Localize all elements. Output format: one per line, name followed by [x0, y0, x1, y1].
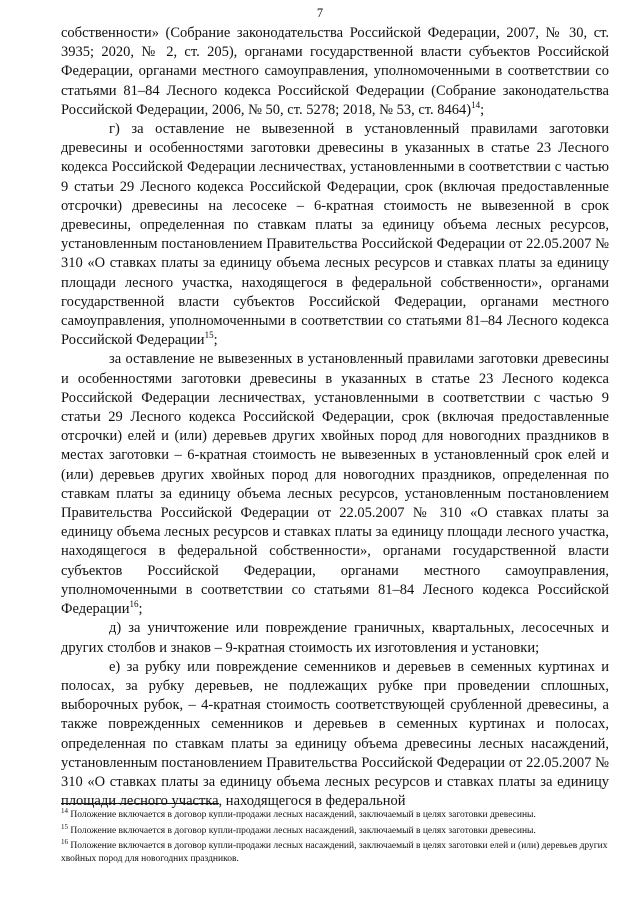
paragraph-text: г) за оставление не вывезенной в установленный правилами заготовки древесины и особенностями заготовки древесины в указанных в статье 23 Лесного кодекса Российской Федерации лесничествах, установленными в соответствии с частью 9 статьи 29 Лесного кодекса Российской Федерации, срок (включая предоставленные отсрочки) древесины на лесосеке – 6-кратная стоимость не вывезенной в срок древесины, определенная по ставкам платы за единицу объема лесных ресурсов, установленным постановлением Правительства Российской Федерации от 22.05.2007 № 310 «О ставках платы за единицу объема лесных ресурсов и ставках платы за единицу площади лесного участка, находящегося в федеральной собственности», органами государственной власти субъектов Российской Федерации, органами местного самоуправления, уполномоченными в соответствии со статьями 81–84 Лесного кодекса Российской Федерации: [61, 121, 609, 349]
footnote-15: [61, 822, 609, 838]
footnote-ref: 14: [471, 99, 481, 110]
footnote-number: 15: [61, 822, 68, 831]
paragraph-text: е) за рубку или повреждение семенников и деревьев в семенных куртинах и полосах, за рубку деревьев, не подлежащих рубке при проведении сплошных, выборочных рубок, – 4-кратная стоимость соответствующей срубленной древесины, а также поврежденных семенников и деревьев в семенных куртинах и полосах, определенная по ставкам платы за единицу объема древесины лесных насаждений, установленным постановлением Правительства Российской Федерации от 22.05.2007 № 310 «О ставках платы за единицу объема лесных ресурсов и ставках платы за единицу площади лесного участка, находящегося в федеральной: [61, 658, 609, 810]
footnotes: [61, 806, 609, 868]
footnote-text: Положение включается в договор купли-продажи лесных насаждений, заключаемый в целях заготовки древесины.: [68, 825, 536, 836]
paragraph-item-g-trees: [61, 350, 609, 619]
footnote-separator: [61, 803, 219, 804]
footnote-number: 16: [61, 837, 68, 846]
paragraph-text: собственности» (Собрание законодательства Российской Федерации, 2007, № 30, ст. 3935; 2020, № 2, ст. 205), органами государственной власти субъектов Российской Федерации, органами местного самоуправления, уполномоченными в соответствии со статьями 81–84 Лесного кодекса Российской Федерации (Собрание законодательства Российской Федерации, 2006, № 50, ст. 5278; 2018, № 53, ст. 8464): [61, 25, 609, 118]
paragraph-tail: ;: [138, 601, 143, 618]
footnote-ref: 16: [129, 599, 139, 610]
paragraph-text: за оставление не вывезенных в установленный правилами заготовки древесины и особенностями заготовки древесины в указанных в статье 23 Лесного кодекса Российской Федерации лесничествах, установленными в соответствии с частью 9 статьи 29 Лесного кодекса Российской Федерации, срок (включая предоставленные отсрочки) елей и (или) деревьев других хвойных пород для новогодних праздников в местах заготовки – 6-кратная стоимость не вывезенных в установленный срок елей и (или) деревьев других хвойных пород для новогодних праздников, определенная по ставкам платы за единицу объема лесных ресурсов, установленным постановлением Правительства Российской Федерации от 22.05.2007 № 310 «О ставках платы за единицу объема лесных ресурсов и ставках платы за единицу площади лесного участка, находящегося в федеральной собственности», органами государственной власти субъектов Российской Федерации, органами местного самоуправления, уполномоченными в соответствии со статьями 81–84 Лесного кодекса Российской Федерации: [61, 351, 609, 618]
paragraph-tail: ;: [213, 332, 218, 349]
document-body: [61, 24, 609, 811]
footnote-14: [61, 806, 609, 822]
footnote-ref: 15: [204, 330, 214, 341]
footnote-text: Положение включается в договор купли-продажи лесных насаждений, заключаемый в целях заготовки елей и (или) деревьев других хвойных пород для новогодних праздников.: [61, 841, 608, 864]
footnote-text: Положение включается в договор купли-продажи лесных насаждений, заключаемый в целях заготовки древесины.: [68, 810, 536, 820]
page-number: 7: [316, 6, 324, 20]
paragraph-item-e: [61, 658, 609, 812]
paragraph-item-d: [61, 619, 609, 657]
footnote-number: 14: [61, 806, 68, 815]
footnote-16: [61, 837, 609, 865]
paragraph-text: д) за уничтожение или повреждение граничных, квартальных, лесосечных и других столбов и знаков – 9-кратная стоимость их изготовления и установки;: [61, 620, 609, 656]
paragraph-item-g: [61, 120, 609, 350]
paragraph-tail: ;: [480, 101, 485, 118]
paragraph-continuation: [61, 24, 609, 120]
